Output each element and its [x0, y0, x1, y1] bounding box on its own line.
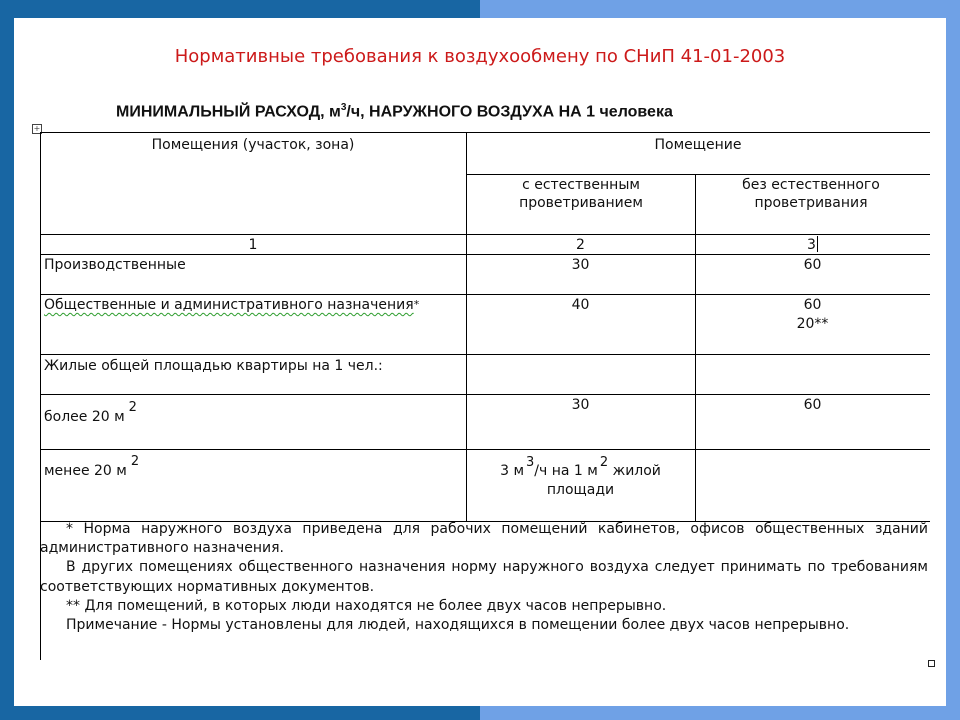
- row-more-sup: 2: [128, 400, 137, 415]
- row-less-label-wrap: [44, 454, 140, 481]
- subtitle-sup: 3: [340, 102, 347, 113]
- col-number-2: 2: [576, 237, 585, 253]
- slide: [14, 18, 946, 706]
- col-number-3: [695, 236, 930, 254]
- table-move-handle-icon[interactable]: +: [33, 124, 41, 133]
- row-public-mark: *: [413, 298, 420, 311]
- row-more-label: более 20 м: [44, 409, 125, 425]
- footnote-2: В других помещениях общественного назначения норму наружного воздуха следует принимать по требованиям соответствующих нормативных документов.: [40, 559, 928, 595]
- footnote-4: Примечание - Нормы установлены для людей, находящихся в помещении более двух часов непрерывно.: [66, 617, 850, 634]
- col-number-3-text: 3: [807, 237, 816, 253]
- footnote-3: ** Для помещений, в которых люди находятся не более двух часов непрерывно.: [66, 597, 667, 614]
- resize-handle-icon[interactable]: [928, 660, 935, 667]
- text-cursor: [817, 236, 818, 252]
- row-more-label-wrap: [44, 400, 137, 427]
- row-less-natural-sup-b: 2: [599, 455, 609, 470]
- row-less-label: менее 20 м: [44, 463, 127, 479]
- row-less-natural-b: /ч на 1 м: [534, 463, 598, 479]
- row-public-no-natural: 60: [803, 297, 822, 313]
- row-more-natural: 30: [571, 397, 590, 413]
- footnote-1: * Норма наружного воздуха приведена для рабочих помещений кабинетов, офисов общественных зданий административного назначения.: [40, 521, 928, 557]
- header-col3: без естественного проветривания: [742, 177, 880, 211]
- row-public-no-natural-extra: 20**: [796, 316, 829, 332]
- table-subtitle: [116, 102, 673, 121]
- row-public-natural: 40: [571, 297, 590, 313]
- header-col1: Помещения (участок, зона): [151, 137, 355, 153]
- row-less-natural-c: жилой площади: [546, 463, 661, 498]
- row-industrial-label: Производственные: [44, 257, 186, 273]
- row-industrial-no-natural: 60: [803, 257, 822, 273]
- row-more-no-natural: 60: [803, 397, 822, 413]
- row-less-sup: 2: [130, 454, 140, 469]
- row-public-label: Общественные и административного назначения: [44, 297, 414, 313]
- col-number-1: 1: [248, 237, 258, 253]
- row-less-natural: [470, 455, 691, 499]
- header-group: Помещение: [654, 137, 742, 153]
- row-residential-label: Жилые общей площадью квартиры на 1 чел.:: [44, 358, 383, 374]
- header-col2: с естественным проветриванием: [519, 177, 643, 211]
- row-less-natural-sup-a: 3: [526, 455, 535, 470]
- row-less-natural-a: 3 м: [500, 463, 525, 479]
- row-public-label-wrap: [44, 296, 419, 314]
- subtitle-text-a: МИНИМАЛЬНЫЙ РАСХОД, м: [116, 103, 341, 121]
- footnotes: [40, 520, 928, 635]
- slide-title: Нормативные требования к воздухообмену по СНиП 41-01-2003: [174, 46, 786, 67]
- subtitle-text-b: /ч, НАРУЖНОГО ВОЗДУХА НА 1 человека: [346, 103, 673, 121]
- row-industrial-natural: 30: [571, 257, 590, 273]
